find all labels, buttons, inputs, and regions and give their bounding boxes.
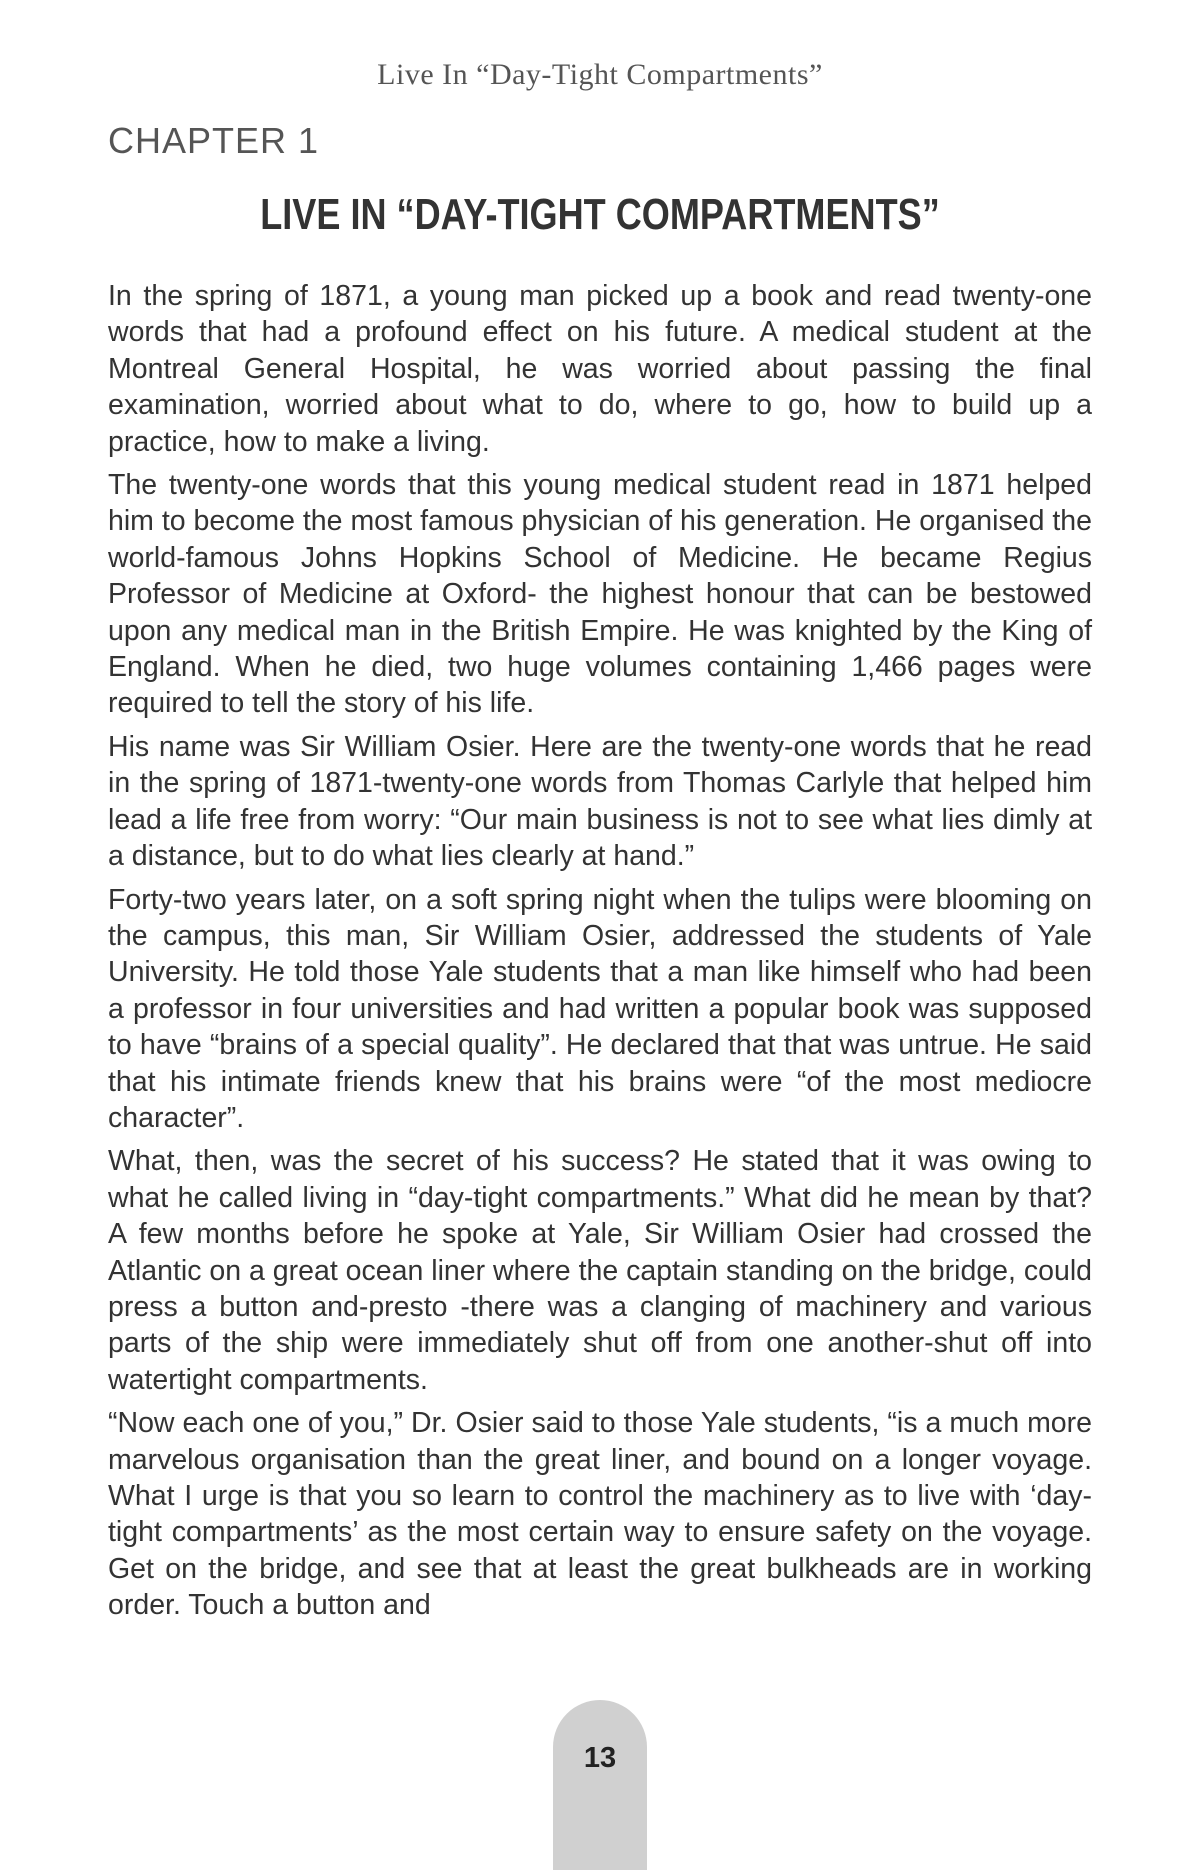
page-number-tab — [553, 1700, 647, 1870]
chapter-title: LIVE IN “DAY-TIGHT COMPARTMENTS” — [260, 190, 940, 239]
paragraph: In the spring of 1871, a young man picked up a book and read twenty-one words that had a profound effect on his future. A medical student at the Montreal General Hospital, he was worried about passing the final examination, worried about what to do, where to go, how to build up a practice, how to make a living. — [108, 280, 1092, 458]
paragraph: What, then, was the secret of his success? He stated that it was owing to what he called living in “day-tight compartments.” What did he mean by that? A few months before he spoke at Yale, Sir William Osier had crossed the Atlantic on a great ocean liner where the captain standing on the bridge, could press a button and-presto -there was a clanging of machinery and various parts of the ship were immediately shut off from one another-shut off into watertight compartments. — [108, 1145, 1092, 1396]
paragraph: “Now each one of you,” Dr. Osier said to those Yale students, “is a much more marvelous organisation than the great liner, and bound on a longer voyage. What I urge is that you so learn to control the machinery as to live with ‘day-tight compartments’ as the most certain way to ensure safety on the voyage. Get on the bridge, and see that at least the great bulkheads are in working order. Touch a button and — [108, 1407, 1092, 1622]
paragraph: Forty-two years later, on a soft spring night when the tulips were blooming on the campus, this man, Sir William Osier, addressed the students of Yale University. He told those Yale students that a man like himself who had been a professor in four universities and had written a popular book was supposed to have “brains of a special quality”. He declared that that was untrue. He said that his intimate friends knew that his brains were “of the most mediocre character”. — [108, 883, 1092, 1134]
running-header: Live In “Day-Tight Compartments” — [377, 58, 823, 91]
page-number: 13 — [583, 1742, 617, 1774]
paragraph: His name was Sir William Osier. Here are the twenty-one words that he read in the spring of 1871-twenty-one words from Thomas Carlyle that helped him lead a life free from worry: “Our main business is not to see what lies dimly at a distance, but to do what lies clearly at hand.” — [108, 730, 1092, 873]
body-text — [108, 278, 1092, 1631]
paragraph: The twenty-one words that this young medical student read in 1871 helped him to become the most famous physician of his generation. He organised the world-famous Johns Hopkins School of Medicine. He became Regius Professor of Medicine at Oxford- the highest honour that can be bestowed upon any medical man in the British Empire. He was knighted by the King of England. When he died, two huge volumes containing 1,466 pages were required to tell the story of his life. — [108, 469, 1092, 720]
chapter-label: CHAPTER 1 — [108, 120, 320, 161]
